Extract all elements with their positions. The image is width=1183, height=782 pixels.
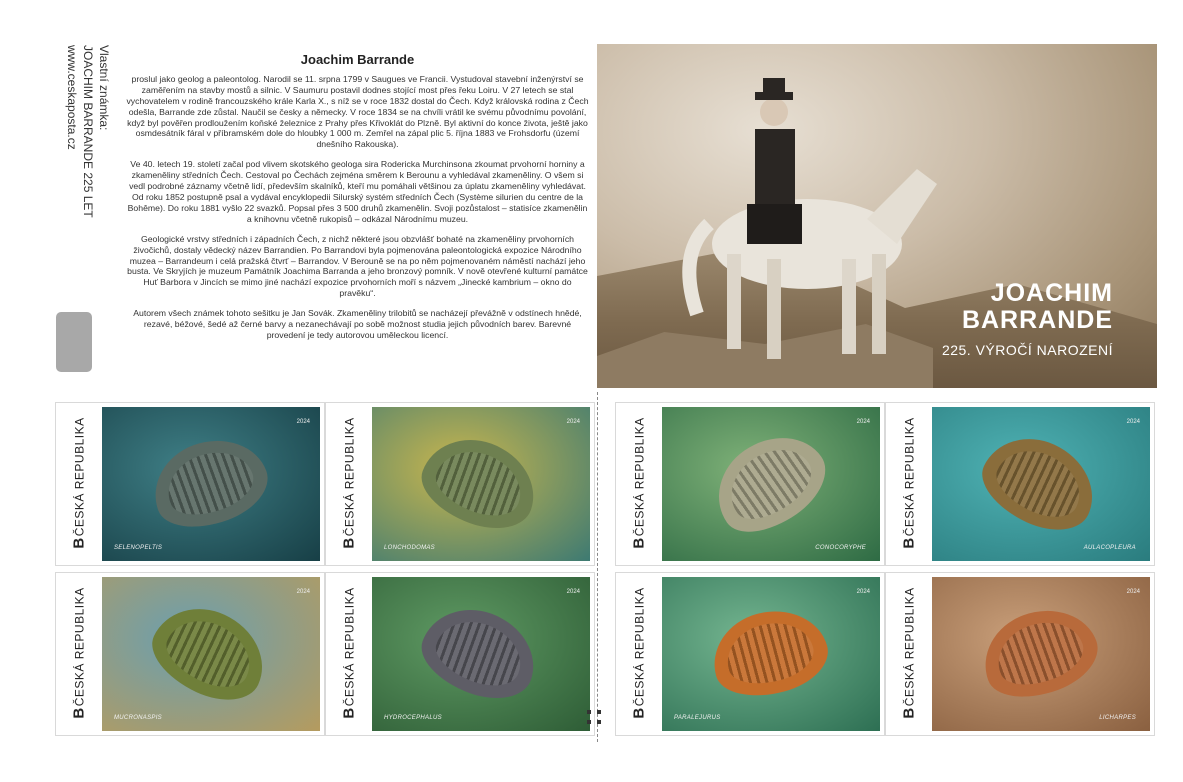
- stamp-artwork: [662, 577, 880, 731]
- stamp-artwork: [932, 407, 1150, 561]
- stamp-country-band: [56, 403, 102, 565]
- article-title: Joachim Barrande: [300, 52, 415, 67]
- trilobite-illustration: [699, 416, 840, 549]
- hero-title-line-1: JOACHIM: [990, 279, 1113, 307]
- trilobite-illustration: [411, 425, 547, 541]
- stamp-rate-letter: B: [70, 537, 88, 549]
- stamp: [326, 403, 594, 565]
- stamp-country-name: ČESKÁ REPUBLIKA: [632, 417, 647, 537]
- trilobite-illustration: [141, 425, 277, 541]
- perforation-divider: [597, 392, 598, 742]
- stamp: [886, 573, 1154, 735]
- stamp-country: [631, 417, 648, 548]
- stamp-country-name: ČESKÁ REPUBLIKA: [72, 587, 87, 707]
- stamp-country: [71, 417, 88, 548]
- stamp-country: [341, 587, 358, 718]
- stamp-year: 2024: [566, 589, 580, 595]
- stamp-country-band: [326, 403, 372, 565]
- stamp-artwork: [662, 407, 880, 561]
- article: [125, 52, 590, 350]
- stamp-country-name: ČESKÁ REPUBLIKA: [902, 417, 917, 537]
- stamp-country: [901, 587, 918, 718]
- stamp-rate-letter: B: [900, 537, 918, 549]
- stamp-country: [631, 587, 648, 718]
- stamp-species-name: PARALEJURUS: [674, 715, 721, 721]
- vertical-info-block: [52, 45, 122, 335]
- stamp-year: 2024: [1126, 589, 1140, 595]
- trilobite-illustration: [703, 599, 835, 708]
- hero-subtitle: 225. VÝROČÍ NAROZENÍ: [941, 342, 1113, 358]
- stamp-species-name: LICHARPES: [1099, 715, 1136, 721]
- article-paragraph-1: proslul jako geolog a paleontolog. Narodil se 11. srpna 1799 v Saugues ve Francii. Vystudoval stavební inženýrství se zaměřením na stavby mostů a silnic. V Saumuru postavil dodnes stojící most přes řeku Loiru. V 27 letech se stal vychovatelem v rodině francouzského krále Karla X., s níž se v roce 1832 dostal do Čech. Když královská rodina z Čech odešla, Barrande zde zůstal. Naučil se česky a německy. V roce 1834 se na chvíli vrátil ke svému původnímu povolání, když byl pověřen prodloužením koňské železnice z Prahy přes Křivoklát do Plzně. Byl aktivní do konce života, ještě jako osmdesátník fáral v příbramském dole do hloubky 1 000 m. Zemřel na zápal plic 5. října 1883 ve Frohsdorfu (území dnešního Rakouska).: [126, 73, 589, 150]
- trilobite-illustration: [411, 595, 547, 711]
- stamp: [616, 573, 884, 735]
- barcode-placeholder: [56, 312, 92, 372]
- hero-photo: [597, 44, 1157, 388]
- stamp-rate-letter: B: [630, 537, 648, 549]
- stamp-country: [901, 417, 918, 548]
- stamp-species-name: CONOCORYPHE: [815, 545, 866, 551]
- stamp: [616, 403, 884, 565]
- stamp-country-name: ČESKÁ REPUBLIKA: [342, 587, 357, 707]
- stamp: [56, 573, 324, 735]
- rider-on-horse-illustration: [597, 44, 1157, 388]
- own-stamp-title: JOACHIM BARRANDE 225 LET: [81, 45, 95, 218]
- article-paragraph-2: Ve 40. letech 19. století začal pod vlivem skotského geologa sira Rodericka Murchinsona zkoumat prvohorní horniny a zkameněliny středních Čech. Cestoval po Čechách zejména směrem k Berounu a vyhledával zkameněliny. O všem si vedl podrobné záznamy včetně lidí, především skalníků, kteří mu pomáhali většinou za úplatu zkameněliny vyhledávat. Od roku 1852 postupně psal a vydával encyklopedii Silurský systém středních Čech (Système silurien du centre de la Bohême). Do roku 1881 vyšlo 22 svazků. Popsal přes 3 500 druhů zkamenělin. Svoji pozůstalost – statisíce zkamenělin a knihovnu včetně rukopisů – odkázal Národnímu muzeu.: [127, 159, 588, 224]
- stamp-country: [341, 417, 358, 548]
- stamp-country-name: ČESKÁ REPUBLIKA: [902, 587, 917, 707]
- stamp-artwork: [102, 577, 320, 731]
- stamp-country-name: ČESKÁ REPUBLIKA: [72, 417, 87, 537]
- trilobite-illustration: [971, 595, 1107, 711]
- article-paragraph-3: Geologické vrstvy středních i západních Čech, z nichž některé jsou obzvlášť bohaté na zkameněliny prvohorních živočichů, dostaly vědecký název Barrandien. Po Barrandovi byla pojmenována paleontologická expozice Národního muzea – Barrandeum i celá pražská čtvrť – Barrandov. V Berouně se na po něm pojmenovaném náměstí nachází jeho busta. Ve Skryjích je muzeum Památník Joachima Barranda a jeho bronzový pomník. V nově otevřené kulturní památce Huť Barbora v Jincích se mimo jiné nachází expozice prvohorních moří s názvem „Jinecké kambrium – okno do pravěku“.: [127, 233, 588, 299]
- stamp-country-band: [616, 573, 662, 735]
- website-link[interactable]: www.ceskaposta.cz: [65, 45, 79, 150]
- stamp-species-name: HYDROCEPHALUS: [384, 715, 442, 721]
- stamp-year: 2024: [856, 589, 870, 595]
- stamp-country-band: [886, 403, 932, 565]
- stamp-artwork: [372, 407, 590, 561]
- stamp-rate-letter: B: [630, 707, 648, 719]
- stamp-country-band: [886, 573, 932, 735]
- stamp-species-name: LONCHODOMAS: [384, 545, 435, 551]
- stamp-year: 2024: [1126, 419, 1140, 425]
- own-stamp-label: Vlastní známka:: [97, 45, 111, 131]
- stamp-species-name: AULACOPLEURA: [1083, 545, 1136, 551]
- stamp-artwork: [932, 577, 1150, 731]
- stamp-country-name: ČESKÁ REPUBLIKA: [632, 587, 647, 707]
- stamp: [326, 573, 594, 735]
- stamp: [56, 403, 324, 565]
- stamp-country-band: [616, 403, 662, 565]
- stamp-year: 2024: [566, 419, 580, 425]
- stamp-rate-letter: B: [340, 707, 358, 719]
- stamp-species-name: MUCRONASPIS: [114, 715, 162, 721]
- trilobite-illustration: [140, 592, 279, 715]
- registration-marks: [587, 710, 609, 732]
- trilobite-illustration: [970, 422, 1109, 545]
- stamp-year: 2024: [296, 419, 310, 425]
- hero-title: [962, 280, 1113, 334]
- hero-title-line-2: BARRANDE: [961, 306, 1113, 334]
- article-paragraph-4: Autorem všech známek tohoto sešitku je Jan Sovák. Zkameněliny trilobitů se nacházejí převážně v odstínech hnědé, rezavé, béžové, šedé až černé barvy a nezanechávají po sobě možnost studia jejich původních barev. Barevné provedení je tedy autorovou uměleckou licencí.: [133, 308, 582, 340]
- stamp-country-name: ČESKÁ REPUBLIKA: [342, 417, 357, 537]
- stamp-country-band: [56, 573, 102, 735]
- stamp-artwork: [102, 407, 320, 561]
- stamp-year: 2024: [856, 419, 870, 425]
- stamp-artwork: [372, 577, 590, 731]
- stamp-country-band: [326, 573, 372, 735]
- stamp-country: [71, 587, 88, 718]
- stamp: [886, 403, 1154, 565]
- stamp-year: 2024: [296, 589, 310, 595]
- stamp-rate-letter: B: [340, 537, 358, 549]
- stamp-rate-letter: B: [900, 707, 918, 719]
- stamp-rate-letter: B: [70, 707, 88, 719]
- stamp-species-name: SELENOPELTIS: [114, 545, 163, 551]
